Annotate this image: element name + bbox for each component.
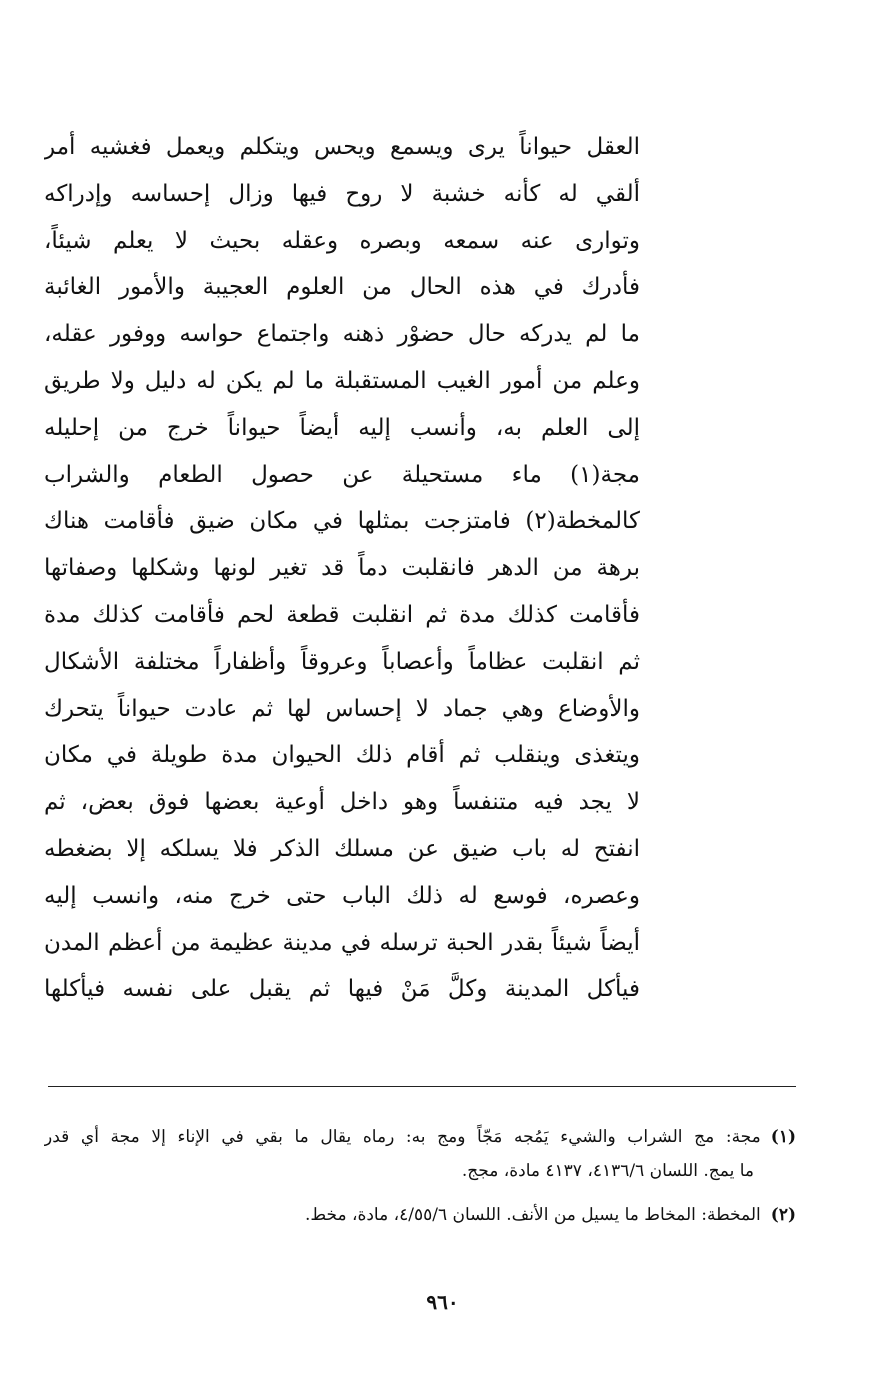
text-line: وعلم من أمور الغيب المستقبلة ما لم يكن له دليل ولا طريق: [44, 367, 640, 394]
text-line: كالمخطة(٢) فامتزجت بمثلها في مكان ضيق فأقامت هناك: [44, 508, 640, 535]
text-line: برهة من الدهر فانقلبت دماً قد تغير لونها وشكلها وصفاتها: [44, 555, 640, 582]
footnote-1: [44, 1120, 796, 1188]
footnote-first-line: [44, 1198, 796, 1232]
text-line: ويتغذى وينقلب ثم أقام ذلك الحيوان مدة طويلة في مكان: [44, 742, 640, 769]
footnotes: [44, 1120, 796, 1242]
footnote-continuation: ما يمج. اللسان ٤١٣٦/٦، ٤١٣٧ مادة، مجج.: [461, 1161, 754, 1181]
text-line: ما لم يدركه حال حضوْر ذهنه واجتماع حواسه ووفور عقله،: [44, 321, 640, 348]
footnote-marker: (١): [770, 1127, 796, 1147]
text-line: وتوارى عنه سمعه وبصره وعقله بحيث لا يعلم شيئاً،: [44, 227, 640, 254]
page-number: ٩٦٠: [426, 1290, 459, 1314]
text-line: انفتح له باب ضيق عن مسلك الذكر فلا يسلكه إلا بضغطه: [44, 835, 640, 862]
text-line: لا يجد فيه متنفساً وهو داخل أوعية بعضها فوق بعض، ثم: [44, 789, 640, 816]
text-line: العقل حيواناً يرى ويسمع ويحس ويتكلم ويعمل فغشيه أمر: [44, 134, 640, 160]
footnote-separator: [48, 1086, 796, 1087]
text-line: فأقامت كذلك مدة ثم انقلبت قطعة لحم فأقامت كذلك مدة: [44, 601, 640, 628]
text-line: والأوضاع وهي جماد لا إحساس لها ثم عادت حيواناً يتحرك: [44, 695, 640, 722]
text-line: ثم انقلبت عظاماً وأعصاباً وعروقاً وأظفاراً مختلفة الأشكال: [44, 648, 640, 675]
text-line: إلى العلم به، وأنسب إليه أيضاً حيواناً خرج من إحليله: [44, 414, 640, 441]
footnote-2: [44, 1198, 796, 1232]
text-line: أيضاً شيئاً بقدر الحبة ترسله في مدينة عظيمة من أعظم المدن: [44, 929, 640, 956]
main-text: [44, 124, 640, 1013]
footnote-text: المخطة: المخاط ما يسيل من الأنف. اللسان ٤/٥٥/٦، مادة، مخط.: [304, 1205, 761, 1225]
footnote-first-line: [44, 1120, 796, 1154]
footnote-text: مجة: مج الشراب والشيء يَمُجه مَجّاً ومج به: رماه يقال ما بقي في الإناء إلا مجة أي قدر: [44, 1127, 761, 1147]
text-line: فيأكل المدينة وكلَّ مَنْ فيها ثم يقبل على نفسه فيأكلها: [44, 976, 640, 1003]
text-line: ألقي له كأنه خشبة لا روح فيها وزال إحساسه وإدراكه: [44, 180, 640, 207]
text-line: فأدرك في هذه الحال من العلوم العجيبة والأمور الغائبة: [44, 274, 640, 301]
text-line: مجة(١) ماء مستحيلة عن حصول الطعام والشراب: [44, 461, 640, 488]
text-line: وعصره، فوسع له ذلك الباب حتى خرج منه، وانسب إليه: [44, 882, 640, 909]
footnote-marker: (٢): [770, 1205, 796, 1225]
